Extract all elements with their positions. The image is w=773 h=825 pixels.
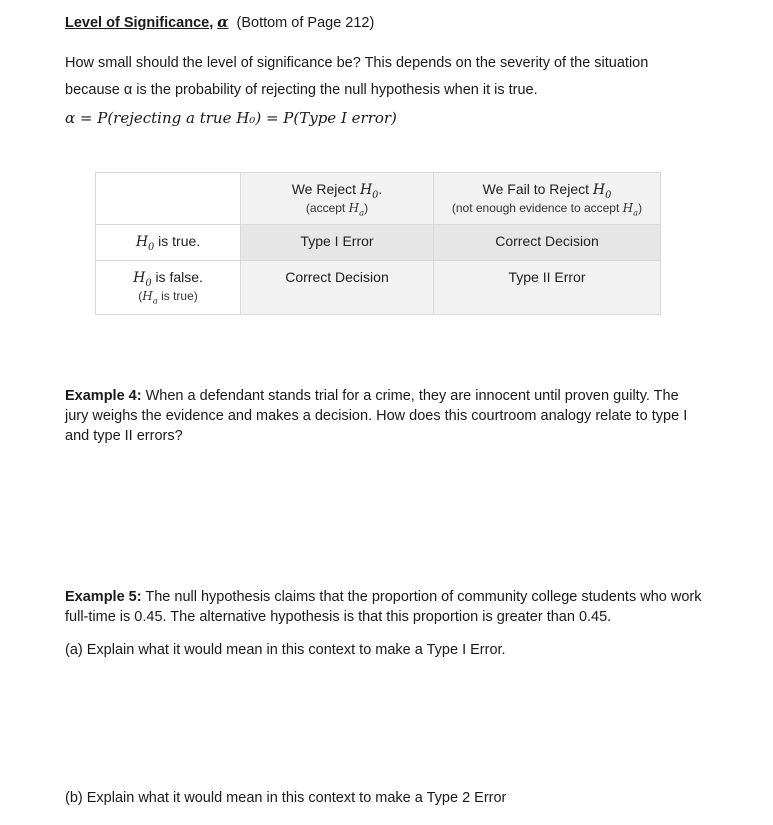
- cell-correct-decision-1: [434, 225, 661, 261]
- hypothesis-decision-table: [95, 172, 661, 315]
- cell-type-i-error: [241, 225, 434, 261]
- row-h0-true-label: [96, 225, 241, 261]
- heading-alpha: α: [217, 14, 229, 31]
- row-false-symbol: H: [133, 270, 146, 286]
- example-5: [65, 587, 705, 627]
- header-reject-tail: .: [378, 181, 383, 197]
- heading-page-ref: (Bottom of Page 212): [236, 15, 375, 31]
- row-h0-false-label: [96, 261, 241, 315]
- row-false-label: is false.: [155, 269, 203, 285]
- header-fail-sub: 0: [605, 189, 612, 201]
- example-5-text: The null hypothesis claims that the proportion of community college students who work full-time is 0.45. The alternative hypothesis is that this proportion is greater than 0.45.: [65, 589, 702, 625]
- cell-false-reject-text: Correct Decision: [285, 269, 389, 285]
- header-fail-note-sub: a: [633, 207, 639, 218]
- header-reject-note-post: ): [364, 200, 369, 215]
- header-reject-note-pre: (accept: [305, 200, 346, 215]
- example-4-text: When a defendant stands trial for a crime, they are innocent until proven guilty. The jury weighs the evidence and makes a decision. How does this courtroom analogy relate to type I and type II errors?: [65, 388, 688, 444]
- example-5-part-b: (b) Explain what it would mean in this context to make a Type 2 Error: [65, 790, 507, 806]
- header-fail-note-symbol: H: [622, 200, 634, 215]
- row-false-note-sub: a: [152, 295, 158, 306]
- example-4: [65, 386, 705, 446]
- header-we-fail-to-reject: [434, 173, 661, 225]
- header-reject-note-symbol: H: [348, 200, 360, 215]
- example-4-label: Example 4:: [65, 388, 142, 404]
- section-heading: [65, 14, 374, 31]
- cell-correct-decision-2: [241, 261, 434, 315]
- intro-line-1: How small should the level of significance be? This depends on the severity of the situation: [65, 55, 649, 71]
- row-false-note-post: is true): [161, 288, 198, 303]
- header-fail-label: We Fail to Reject: [482, 181, 589, 197]
- row-false-note-symbol: H: [142, 288, 153, 303]
- row-true-label: is true.: [158, 233, 201, 249]
- header-we-reject: [241, 173, 434, 225]
- intro-line-2: because α is the probability of rejecting the null hypothesis when it is true.: [65, 82, 538, 98]
- cell-type-ii-error: [434, 261, 661, 315]
- header-fail-note-pre: (not enough evidence to accept: [451, 200, 620, 215]
- header-reject-label: We Reject: [291, 181, 357, 197]
- header-reject-note-sub: a: [359, 207, 365, 218]
- example-5-part-a: (a) Explain what it would mean in this context to make a Type I Error.: [65, 642, 506, 658]
- alpha-formula: α = P(rejecting a true H₀) = P(Type I error): [65, 109, 397, 127]
- cell-true-reject-text: Type I Error: [300, 233, 374, 249]
- header-reject-sub: 0: [372, 189, 379, 201]
- row-true-sub: 0: [148, 241, 155, 253]
- cell-true-fail-text: Correct Decision: [495, 233, 599, 249]
- table-corner-cell: [96, 173, 241, 225]
- example-5-label: Example 5:: [65, 589, 142, 605]
- row-true-symbol: H: [135, 234, 149, 250]
- cell-false-fail-text: Type II Error: [508, 269, 586, 285]
- header-fail-symbol: H: [592, 182, 606, 198]
- row-false-note-pre: (: [138, 288, 143, 303]
- heading-title: Level of Significance,: [65, 15, 214, 31]
- header-fail-note-post: ): [638, 200, 643, 215]
- row-false-sub: 0: [145, 277, 152, 289]
- header-reject-symbol: H: [359, 182, 373, 198]
